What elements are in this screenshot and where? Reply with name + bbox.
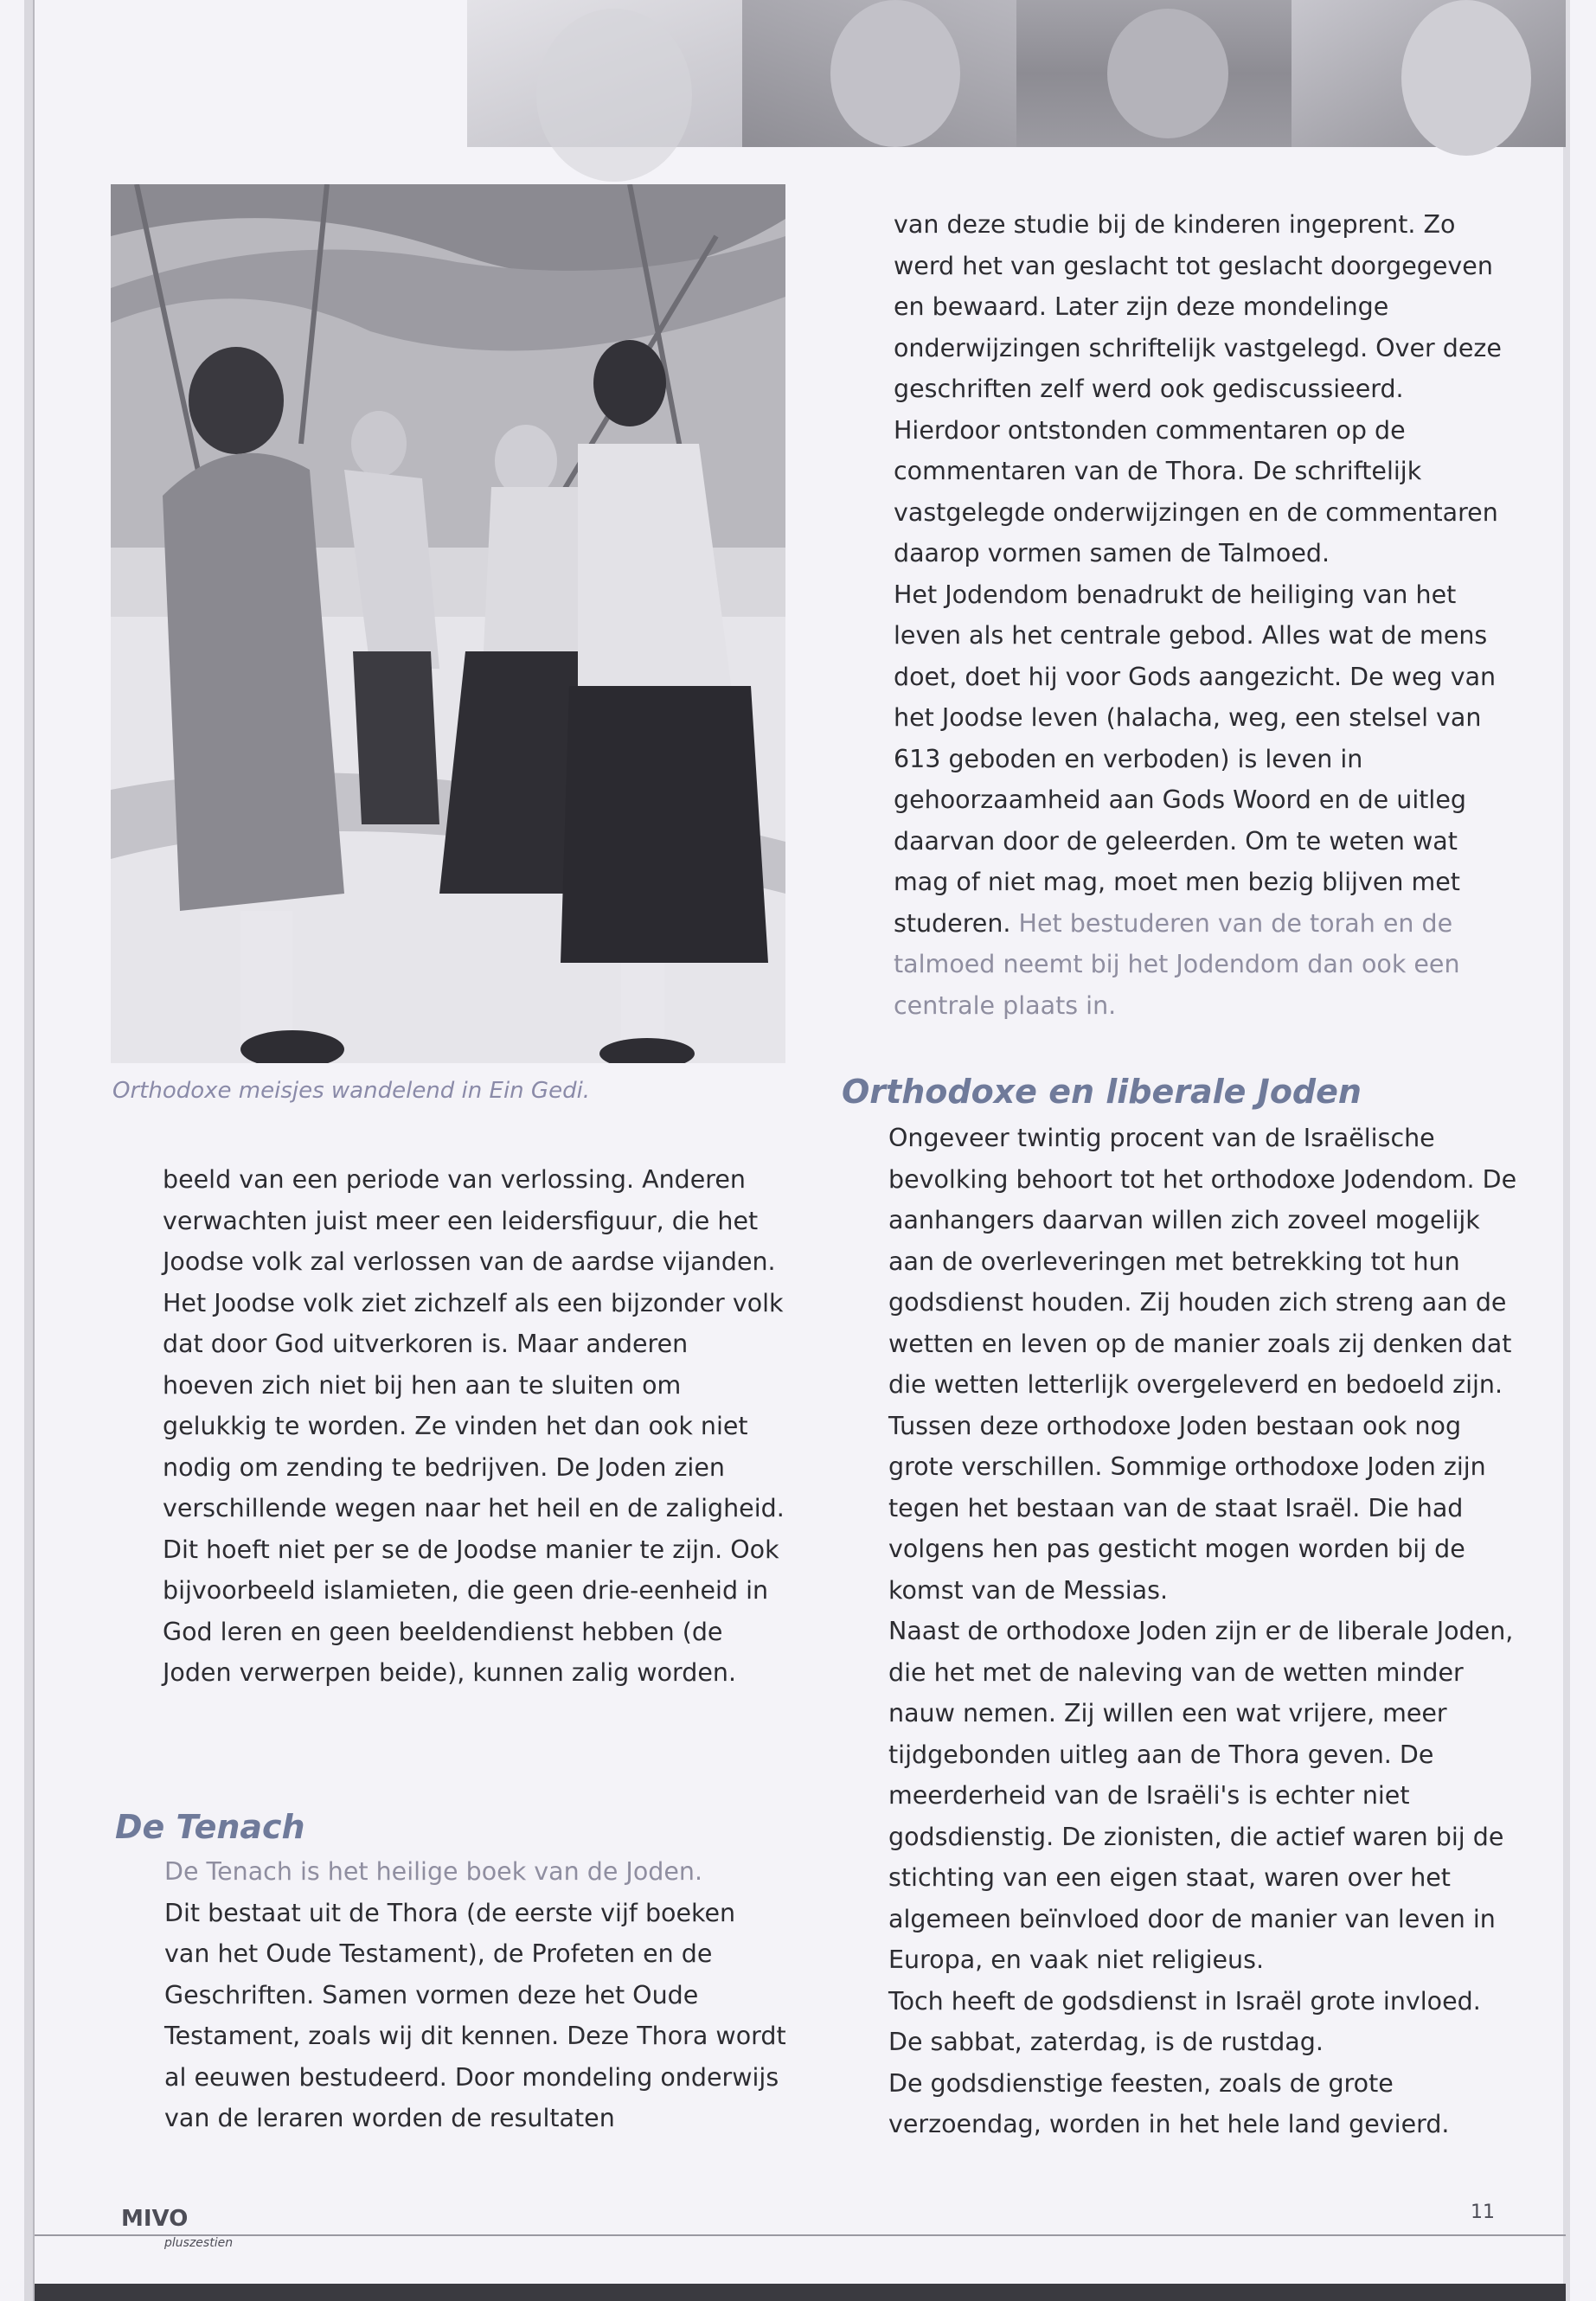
footer-rule	[35, 2234, 1566, 2236]
page-edge-left	[24, 0, 33, 2301]
orthodox-paragraph-3: Toch heeft de godsdienst in Israël grote invloed. De sabbat, zaterdag, is de rustdag.	[888, 1986, 1481, 2056]
orthodox-paragraph-2: Naast de orthodoxe Joden zijn er de liberale Joden, die het met de naleving van de wetten minder nauw nemen. Zij willen een wat vrijere, meer tijdgebonden uitleg aan de Thora geven. De meerderheid van de Israëli's is echter niet godsdienstig. De zionisten, die actief waren bij de stichting van een eigen staat, waren over het algemeen beïnvloed door de manier van leven in Europa, en vaak niet religieus.	[888, 1617, 1514, 1974]
left-column	[163, 1159, 785, 1694]
page-edge-right	[1563, 0, 1570, 2301]
bottom-scan-band	[35, 2284, 1566, 2301]
left-paragraph-1: beeld van een periode van verlossing. Anderen verwachten juist meer een leidersfiguur, die het Joodse volk zal verlossen van de aardse vijanden.	[163, 1165, 776, 1276]
right-paragraph-1: van deze studie bij de kinderen ingeprent. Zo werd het van geslacht tot geslacht doorgegeven en bewaard. Later zijn deze mondelinge onderwijzingen schriftelijk vastgelegd. Over deze geschriften zelf werd ook gediscussieerd. Hierdoor ontstonden commentaren op de commentaren van de Thora. De schriftelijk vastgelegde onderwijzingen en de commentaren daarop vormen samen de Talmoed.	[894, 210, 1502, 567]
orthodox-paragraph-1: Ongeveer twintig procent van de Israëlische bevolking behoort tot het orthodoxe Jodendom. De aanhangers daarvan willen zich zoveel mogelijk aan de overleveringen met betrekking tot hun godsdienst houden. Zij houden zich streng aan de wetten en leven op de manier zoals zij denken dat die wetten letterlijk overgeleverd en bedoeld zijn. Tussen deze orthodoxe Joden bestaan ook nog grote verschillen. Sommige orthodoxe Joden zijn tegen het bestaan van de staat Israël. Die had volgens hen pas gesticht mogen worden bij de komst van de Messias.	[888, 1124, 1517, 1605]
photo-illustration	[111, 184, 785, 1063]
orthodox-paragraph-4: De godsdienstige feesten, zoals de grote verzoendag, worden in het hele land gevierd.	[888, 2068, 1450, 2138]
right-paragraph-2-text: Het Jodendom benadrukt de heiliging van het leven als het centrale gebod. Alles wat de mens doet, doet hij voor Gods aangezicht. De weg van het Joodse leven (halacha, weg, een stelsel van 613 geboden en verboden) is leven in gehoorzaamheid aan Gods Woord en de uitleg daarvan door de geleerden. Om te weten wat mag of niet mag, moet men bezig blijven met studeren.	[894, 580, 1497, 938]
orthodox-column	[888, 1118, 1520, 2145]
right-column	[894, 204, 1516, 1026]
section-heading-orthodox: Orthodoxe en liberale Joden	[842, 1073, 1362, 1111]
tenach-body: Dit bestaat uit de Thora (de eerste vijf boeken van het Oude Testament), de Profeten en de Geschriften. Samen vormen deze het Oude Testament, zoals wij dit kennen. Deze Thora wordt al eeuwen bestudeerd. Door mondeling onderwijs van de leraren worden de resultaten	[164, 1898, 786, 2132]
header-face-1	[536, 9, 692, 182]
header-face-3	[1107, 9, 1228, 138]
right-paragraph-2	[894, 574, 1516, 1027]
brand-subtitle: pluszestien	[164, 2236, 234, 2250]
section-heading-tenach: De Tenach	[115, 1808, 305, 1846]
header-face-2	[830, 0, 960, 147]
right-paragraph-2-highlight: Het bestuderen van de torah en de talmoed neemt bij het Jodendom dan ook een centrale plaats in.	[894, 908, 1460, 1020]
orthodox-girls-photo	[111, 184, 785, 1063]
page-number: 11	[1471, 2202, 1495, 2223]
page-edge-line	[33, 0, 35, 2301]
brand-logo: MIVO	[121, 2206, 189, 2232]
tenach-lead: De Tenach is het heilige boek van de Joden.	[164, 1857, 703, 1886]
header-face-4	[1401, 0, 1531, 156]
left-paragraph-2: Het Joodse volk ziet zichzelf als een bijzonder volk dat door God uitverkoren is. Maar anderen hoeven zich niet bij hen aan te sluiten om gelukkig te worden. Ze vinden het dan ook niet nodig om zending te bedrijven. De Joden zien verschillende wegen naar het heil en de zaligheid. Dit hoeft niet per se de Joodse manier te zijn. Ook bijvoorbeeld islamieten, die geen drie-eenheid in God leren en geen beeldendienst hebben (de Joden verwerpen beide), kunnen zalig worden.	[163, 1288, 785, 1687]
tenach-column	[164, 1851, 787, 2139]
photo-caption: Orthodoxe meisjes wandelend in Ein Gedi.	[112, 1078, 591, 1104]
